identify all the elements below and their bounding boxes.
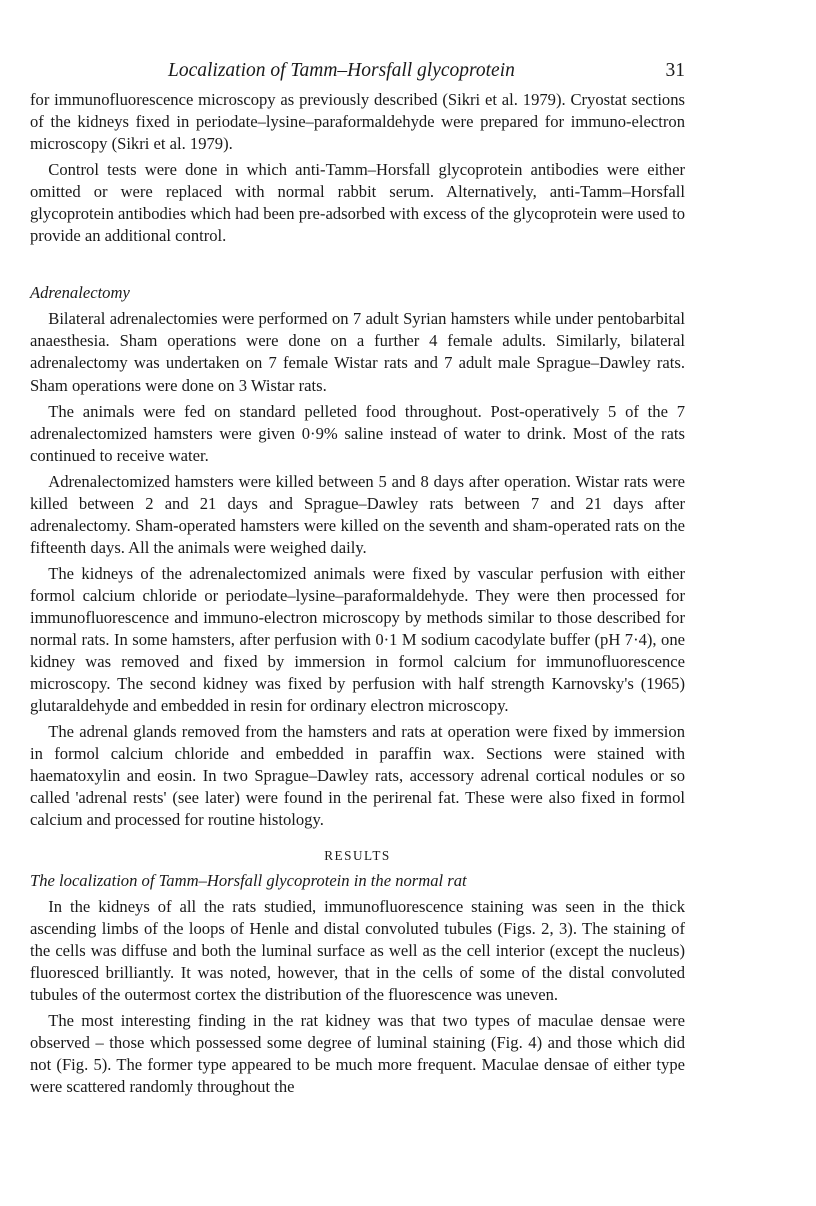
section-heading-results: RESULTS bbox=[324, 848, 391, 864]
article-body bbox=[30, 89, 685, 1098]
page-header bbox=[30, 60, 685, 86]
paragraph-maculae-densae: The most interesting finding in the rat kidney was that two types of maculae densae were observed – those which possessed some degree of luminal staining (Fig. 4) and those which did not (Fig. 5). The former type appeared to be much more frequent. Maculae densae of either type were scattered randomly throughout the bbox=[30, 1010, 685, 1096]
paragraph-bilateral-adrenalectomies: Bilateral adrenalectomies were performed on 7 adult Syrian hamsters while under pentobarbital anaesthesia. Sham operations were done on a further 4 female adults. Similarly, bilateral adrenalectomy was undertaken on 7 female Wistar rats and 7 adult male Sprague–Dawley rats. Sham operations were done on 3 Wistar rats. bbox=[30, 309, 685, 395]
paragraph-control-tests: Control tests were done in which anti-Tamm–Horsfall glycoprotein antibodies were either omitted or were replaced with normal rabbit serum. Alternatively, anti-Tamm–Horsfall glycoprotein antibodies which had been pre-adsorbed with excess of the glycoprotein were used to provide an additional control. bbox=[30, 160, 685, 246]
paragraph-adrenal-glands: The adrenal glands removed from the hamsters and rats at operation were fixed by immersion in formol calcium chloride and embedded in paraffin wax. Sections were stained with haematoxylin and eosin. In two Sprague–Dawley rats, accessory adrenal cortical nodules or so called 'adrenal rests' (see later) were found in the perirenal fat. These were also fixed in formol calcium and processed for routine histology. bbox=[30, 722, 685, 830]
section-heading-adrenalectomy: Adrenalectomy bbox=[30, 283, 130, 303]
paragraph-feeding: The animals were fed on standard pelleted food throughout. Post-operatively 5 of the 7 adrenalectomized hamsters were given 0·9% saline instead of water to drink. Most of the rats continued to receive water. bbox=[30, 401, 685, 465]
paragraph-killing-schedule: Adrenalectomized hamsters were killed between 5 and 8 days after operation. Wistar rats were killed between 2 and 21 days and Sprague–Dawley rats between 7 and 21 days after adrenalectomy. Sham-operated hamsters were killed on the seventh and sham-operated rats on the fifteenth days. All the animals were weighed daily. bbox=[30, 471, 685, 557]
page-number: 31 bbox=[665, 60, 685, 81]
subsection-heading-localization: The localization of Tamm–Horsfall glycoprotein in the normal rat bbox=[30, 870, 467, 890]
paragraph-continuation: for immunofluorescence microscopy as previously described (Sikri et al. 1979). Cryostat sections of the kidneys fixed in periodate–lysine–paraformaldehyde were prepared for immuno-electron microscopy (Sikri et al. 1979). bbox=[30, 90, 685, 154]
running-title: Localization of Tamm–Horsfall glycoprotein bbox=[168, 60, 515, 81]
paragraph-immunofluorescence-staining: In the kidneys of all the rats studied, immunofluorescence staining was seen in the thick ascending limbs of the loops of Henle and distal convoluted tubules (Figs. 2, 3). The staining of the cells was diffuse and both the luminal surface as well as the cell interior (except the nucleus) fluoresced brilliantly. It was noted, however, that in the cells of some of the distal convoluted tubules of the outermost cortex the distribution of the fluorescence was uneven. bbox=[30, 896, 685, 1004]
paragraph-kidney-fixation: The kidneys of the adrenalectomized animals were fixed by vascular perfusion with either formol calcium chloride or periodate–lysine–paraformaldehyde. They were then processed for immunofluorescence and immuno-electron microscopy by methods similar to those described for normal rats. In some hamsters, after perfusion with 0·1 M sodium cacodylate buffer (pH 7·4), one kidney was removed and fixed by immersion in formol calcium for immunofluorescence microscopy. The second kidney was fixed by perfusion with half strength Karnovsky's (1965) glutaraldehyde and embedded in resin for ordinary electron microscopy. bbox=[30, 563, 685, 716]
